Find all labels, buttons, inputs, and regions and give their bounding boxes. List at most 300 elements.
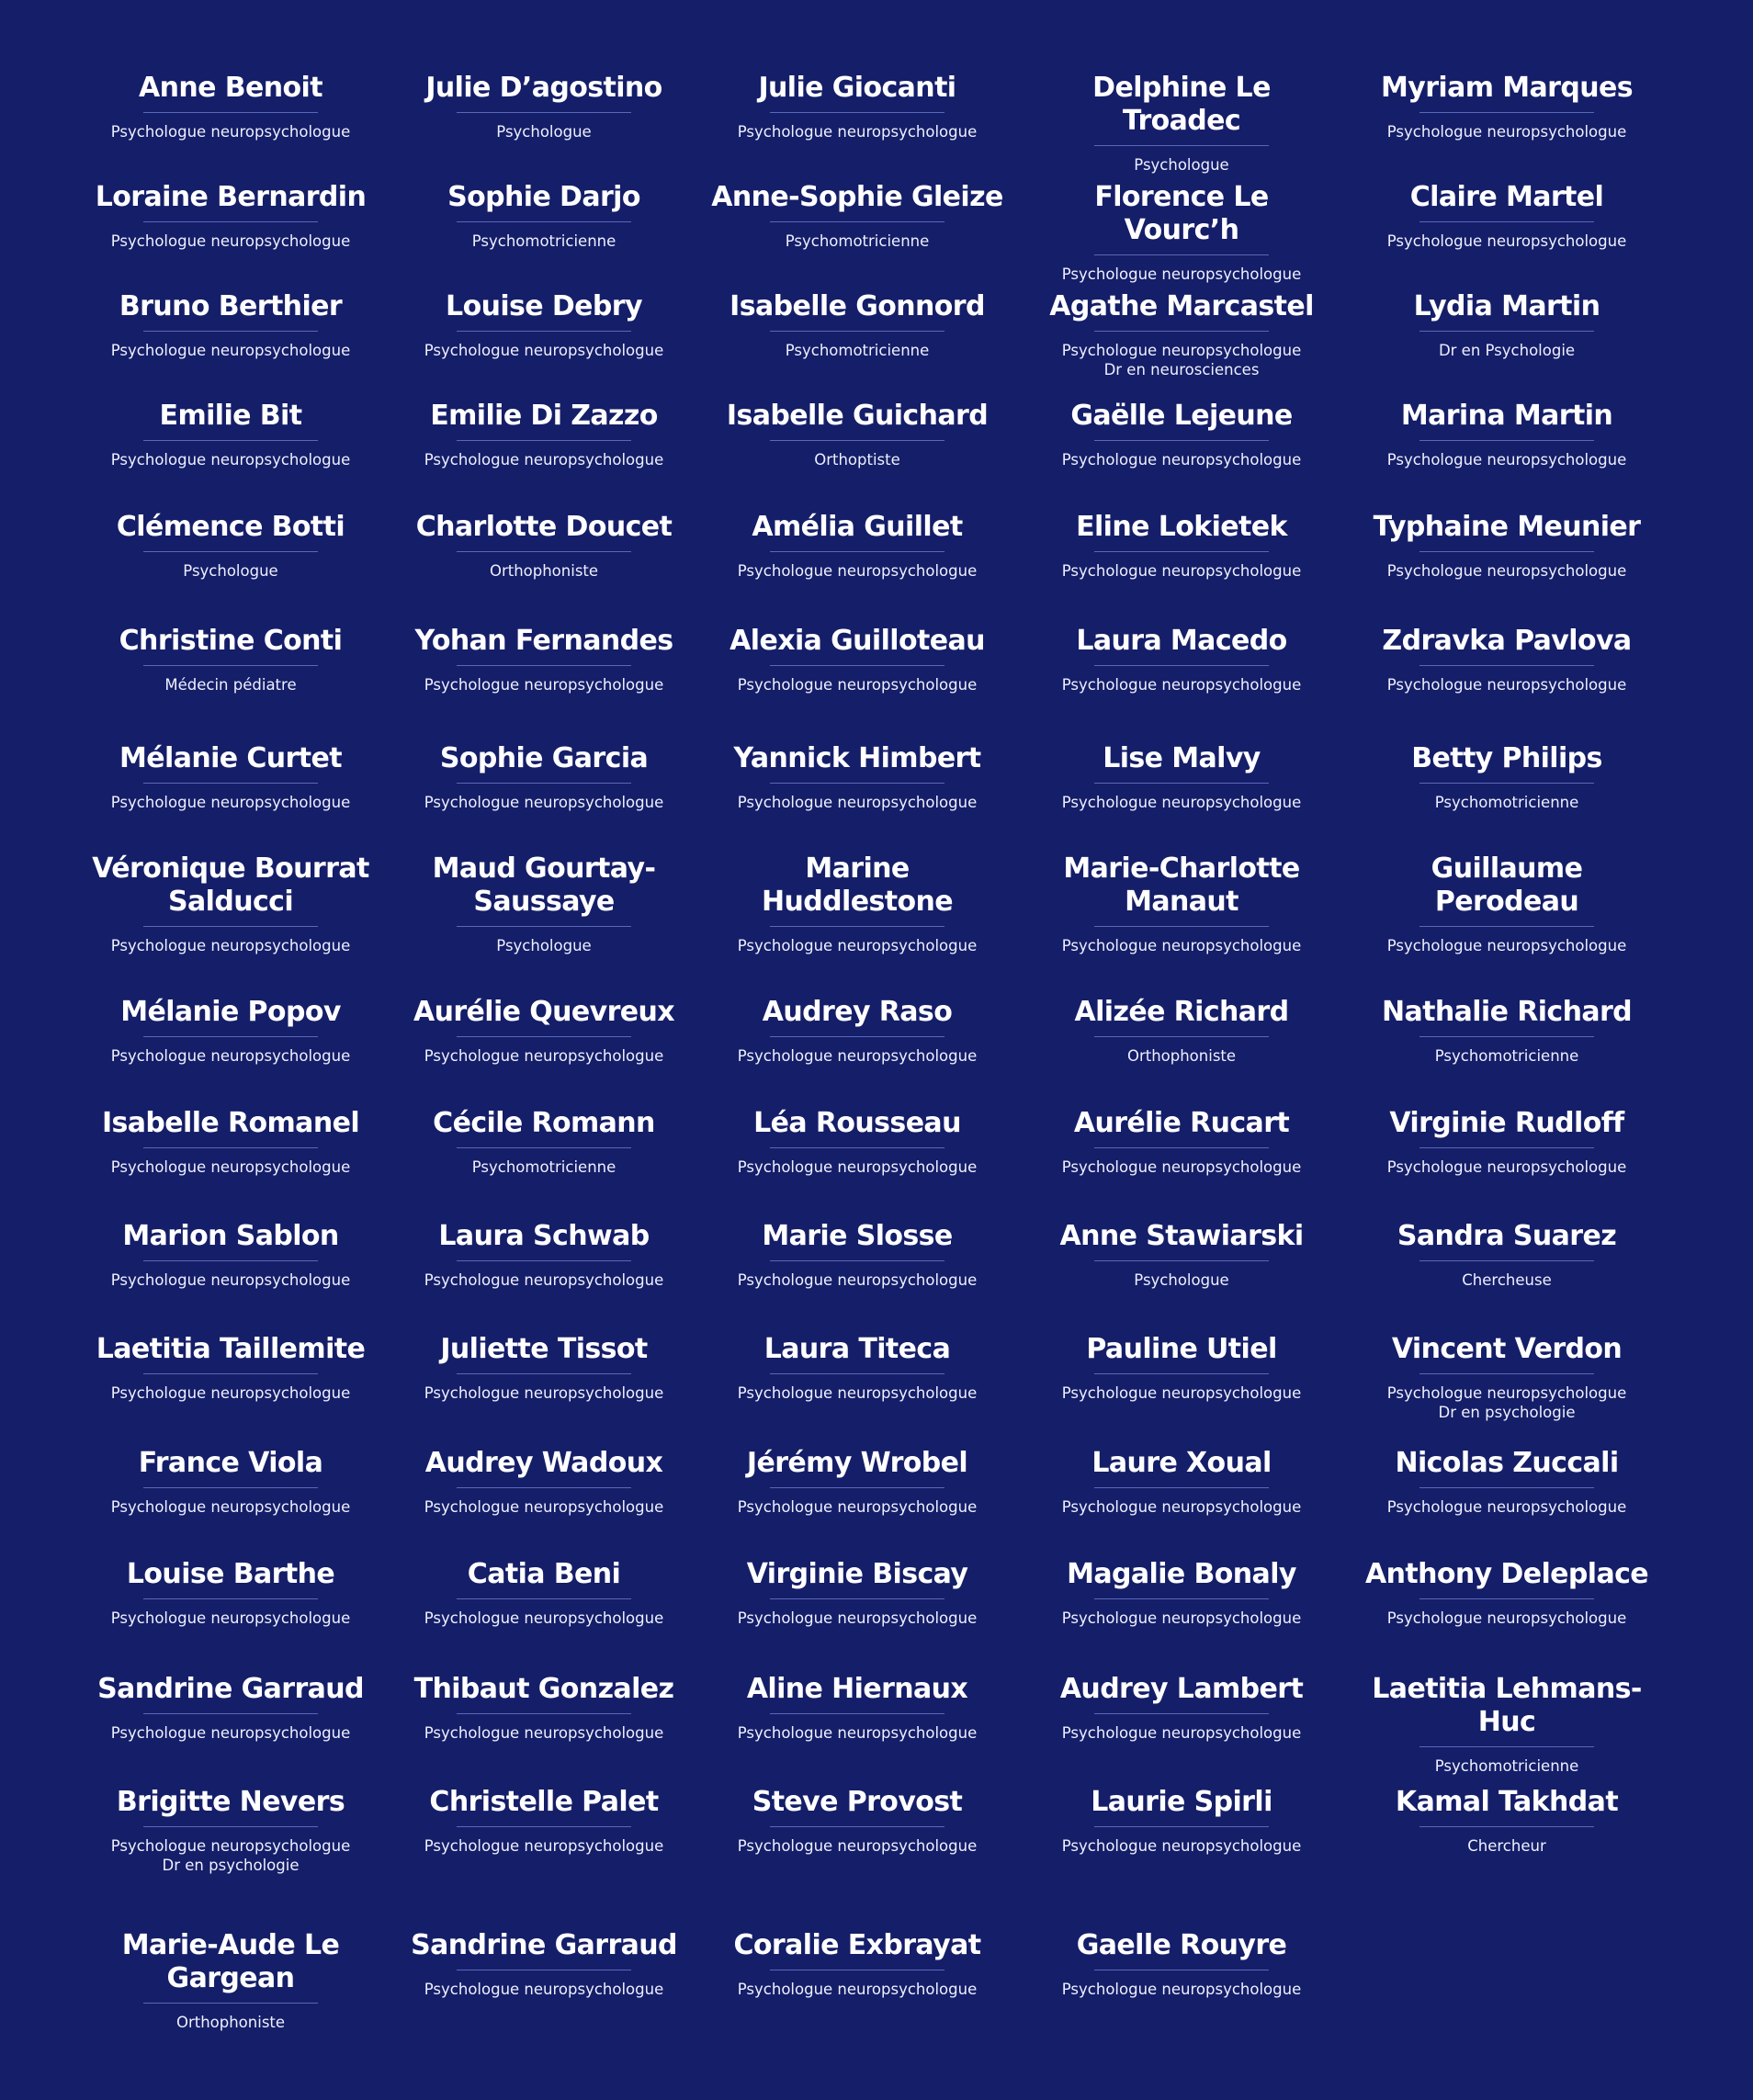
member-name: Brigitte Nevers — [116, 1786, 345, 1818]
name-divider — [1419, 440, 1594, 441]
member-name: Magalie Bonaly — [1067, 1558, 1296, 1590]
member-role: Psychologue neuropsychologue — [737, 562, 978, 580]
member-name: Louise Debry — [446, 290, 642, 322]
team-member-card — [710, 1786, 1004, 1856]
member-name: Loraine Bernardin — [95, 181, 367, 213]
name-divider — [457, 1147, 631, 1148]
team-member-card — [397, 625, 691, 694]
member-name: Léa Rousseau — [753, 1107, 961, 1139]
team-member-card — [710, 1107, 1004, 1177]
member-role: Psychologue neuropsychologue — [1061, 1609, 1302, 1627]
name-divider — [1094, 254, 1269, 255]
member-name: Aurélie Rucart — [1073, 1107, 1290, 1139]
name-divider — [770, 783, 944, 784]
team-member-card — [1360, 1333, 1654, 1422]
team-member-card — [84, 1333, 378, 1403]
member-role: Chercheuse — [1462, 1271, 1552, 1289]
member-name: Mélanie Curtet — [119, 742, 342, 774]
member-name: Emilie Bit — [159, 400, 302, 432]
team-member-card — [1360, 1447, 1654, 1517]
member-role: Psychologue neuropsychologue — [1061, 451, 1302, 469]
member-name: Laura Schwab — [438, 1220, 650, 1252]
member-name: Audrey Wadoux — [424, 1447, 663, 1479]
team-member-card — [84, 625, 378, 694]
member-role: Médecin pédiatre — [164, 676, 297, 694]
member-role: Psychologue neuropsychologue — [737, 676, 978, 694]
team-member-card — [710, 742, 1004, 812]
member-role: Psychomotricienne — [1434, 1757, 1579, 1775]
member-role: Psychologue neuropsychologue — [1061, 1498, 1302, 1516]
team-member-card — [397, 1786, 691, 1856]
team-member-card — [1360, 996, 1654, 1066]
member-role: Psychologue neuropsychologue — [424, 794, 664, 811]
member-role: Psychologue neuropsychologue — [110, 1384, 351, 1402]
team-member-card — [397, 1929, 691, 1999]
member-name: Yannick Himbert — [733, 742, 981, 774]
member-name: Virginie Rudloff — [1389, 1107, 1624, 1139]
name-divider — [457, 1598, 631, 1599]
member-name: Louise Barthe — [126, 1558, 335, 1590]
name-divider — [770, 1373, 944, 1374]
member-name: France Viola — [138, 1447, 323, 1479]
team-member-card — [710, 852, 1004, 955]
name-divider — [1419, 551, 1594, 552]
member-role: Psychologue neuropsychologue — [1061, 265, 1302, 283]
member-name: Aurélie Quevreux — [413, 996, 675, 1028]
team-member-card — [1360, 742, 1654, 812]
member-name: Kamal Takhdat — [1395, 1786, 1619, 1818]
name-divider — [1094, 1826, 1269, 1827]
member-role: Psychologue neuropsychologue — [1061, 676, 1302, 694]
name-divider — [143, 2003, 318, 2004]
team-member-card — [1360, 400, 1654, 469]
member-role: Psychologue neuropsychologue — [1061, 562, 1302, 580]
member-name: Steve Provost — [752, 1786, 963, 1818]
member-name: Marina Martin — [1400, 400, 1613, 432]
member-role: Psychologue neuropsychologue — [1386, 562, 1627, 580]
member-name: Véronique Bourrat Salducci — [92, 852, 369, 918]
team-member-card — [710, 1333, 1004, 1403]
team-member-card — [397, 400, 691, 469]
member-name: Christelle Palet — [429, 1786, 659, 1818]
name-divider — [770, 221, 944, 222]
member-name: Cécile Romann — [433, 1107, 655, 1139]
team-member-card — [1360, 1786, 1654, 1856]
team-member-card — [397, 996, 691, 1066]
member-role: Psychologue neuropsychologue — [1386, 676, 1627, 694]
member-name: Christine Conti — [119, 625, 343, 657]
member-role: Psychologue neuropsychologue — [424, 1609, 664, 1627]
team-member-card — [84, 852, 378, 955]
member-role: Psychologue neuropsychologue — [1061, 937, 1302, 954]
team-member-card — [710, 511, 1004, 581]
member-role: Psychologue neuropsychologue — [737, 1384, 978, 1402]
member-name: Lydia Martin — [1413, 290, 1600, 322]
member-role: Psychologue neuropsychologue Dr en psychologie — [110, 1837, 351, 1874]
team-member-card — [1360, 511, 1654, 581]
name-divider — [770, 112, 944, 113]
member-role: Psychologue neuropsychologue — [424, 1047, 664, 1065]
team-member-card — [1035, 511, 1329, 581]
member-role: Psychologue neuropsychologue — [1386, 232, 1627, 250]
member-role: Orthoptiste — [814, 451, 900, 469]
name-divider — [1094, 665, 1269, 666]
name-divider — [457, 551, 631, 552]
member-role: Psychologue neuropsychologue — [424, 1837, 664, 1855]
name-divider — [1419, 1373, 1594, 1374]
name-divider — [770, 551, 944, 552]
name-divider — [143, 1598, 318, 1599]
member-name: Coralie Exbrayat — [733, 1929, 981, 1961]
name-divider — [457, 783, 631, 784]
member-role: Psychologue neuropsychologue — [1386, 1158, 1627, 1176]
team-member-card — [1360, 852, 1654, 955]
member-name: Anne Stawiarski — [1059, 1220, 1304, 1252]
member-role: Psychomotricienne — [471, 232, 616, 250]
name-divider — [457, 440, 631, 441]
name-divider — [143, 551, 318, 552]
name-divider — [1419, 112, 1594, 113]
team-member-card — [710, 1673, 1004, 1743]
team-member-card — [84, 1447, 378, 1517]
member-role: Psychologue neuropsychologue — [110, 1047, 351, 1065]
team-member-card — [710, 1447, 1004, 1517]
name-divider — [1419, 1746, 1594, 1747]
member-name: Jérémy Wrobel — [746, 1447, 968, 1479]
member-role: Psychologue neuropsychologue — [110, 1609, 351, 1627]
member-name: Nathalie Richard — [1381, 996, 1633, 1028]
team-member-card — [1035, 1220, 1329, 1290]
member-name: Aline Hiernaux — [746, 1673, 968, 1705]
team-member-card — [1360, 625, 1654, 694]
name-divider — [1094, 1260, 1269, 1261]
name-divider — [457, 1036, 631, 1037]
member-name: Lise Malvy — [1103, 742, 1261, 774]
name-divider — [457, 1373, 631, 1374]
member-name: Sandrine Garraud — [411, 1929, 677, 1961]
member-name: Alexia Guilloteau — [729, 625, 985, 657]
member-role: Psychologue — [1134, 1271, 1229, 1289]
team-member-card — [84, 1558, 378, 1628]
name-divider — [143, 926, 318, 927]
member-role: Psychologue neuropsychologue — [110, 451, 351, 469]
name-divider — [143, 783, 318, 784]
name-divider — [143, 331, 318, 332]
team-member-card — [397, 1447, 691, 1517]
team-member-card — [84, 1673, 378, 1743]
member-role: Psychologue neuropsychologue — [110, 1271, 351, 1289]
member-name: Eline Lokietek — [1076, 511, 1287, 543]
name-divider — [1419, 1036, 1594, 1037]
member-name: Gaelle Rouyre — [1076, 1929, 1287, 1961]
team-member-card — [710, 290, 1004, 360]
member-name: Laetitia Taillemite — [96, 1333, 366, 1365]
member-name: Clémence Botti — [116, 511, 345, 543]
team-member-card — [1360, 290, 1654, 360]
name-divider — [1419, 1826, 1594, 1827]
member-name: Isabelle Romanel — [101, 1107, 360, 1139]
team-member-card — [1035, 1107, 1329, 1177]
team-member-card — [710, 72, 1004, 141]
team-member-card — [1035, 625, 1329, 694]
member-name: Isabelle Gonnord — [729, 290, 985, 322]
team-member-card — [397, 1220, 691, 1290]
member-name: Sandrine Garraud — [97, 1673, 364, 1705]
member-role: Psychologue neuropsychologue — [424, 1724, 664, 1742]
member-name: Zdravka Pavlova — [1382, 625, 1632, 657]
member-role: Psychologue neuropsychologue — [1386, 123, 1627, 141]
member-name: Marie-Aude Le Gargean — [121, 1929, 340, 1994]
member-name: Julie D’agostino — [425, 72, 662, 104]
name-divider — [1094, 1487, 1269, 1488]
member-role: Psychologue neuropsychologue — [1061, 1724, 1302, 1742]
member-role: Psychologue neuropsychologue — [737, 937, 978, 954]
team-member-card — [84, 996, 378, 1066]
name-divider — [143, 440, 318, 441]
team-member-card — [1360, 181, 1654, 251]
member-role: Chercheur — [1467, 1837, 1546, 1855]
team-member-card — [710, 400, 1004, 469]
member-name: Laure Xoual — [1091, 1447, 1272, 1479]
member-name: Juliette Tissot — [440, 1333, 648, 1365]
name-divider — [1419, 1260, 1594, 1261]
member-role: Psychologue neuropsychologue — [737, 1609, 978, 1627]
member-role: Psychologue neuropsychologue — [737, 1981, 978, 1998]
member-name: Claire Martel — [1409, 181, 1604, 213]
member-name: Myriam Marques — [1381, 72, 1633, 104]
member-name: Florence Le Vourc’h — [1094, 181, 1269, 246]
member-role: Psychologue neuropsychologue — [737, 1158, 978, 1176]
member-name: Mélanie Popov — [120, 996, 341, 1028]
member-role: Psychologue neuropsychologue — [110, 1158, 351, 1176]
name-divider — [1094, 1373, 1269, 1374]
member-role: Psychologue neuropsychologue — [737, 1047, 978, 1065]
member-name: Typhaine Meunier — [1373, 511, 1641, 543]
name-divider — [770, 331, 944, 332]
member-role: Psychologue neuropsychologue — [424, 1271, 664, 1289]
name-divider — [457, 926, 631, 927]
team-member-card — [1360, 72, 1654, 141]
member-name: Alizée Richard — [1074, 996, 1289, 1028]
member-name: Laetitia Lehmans-Huc — [1372, 1673, 1642, 1738]
member-name: Sophie Darjo — [447, 181, 640, 213]
member-name: Audrey Lambert — [1059, 1673, 1304, 1705]
member-name: Emilie Di Zazzo — [430, 400, 658, 432]
member-role: Psychologue neuropsychologue — [737, 794, 978, 811]
team-member-card — [1035, 852, 1329, 955]
member-name: Charlotte Doucet — [415, 511, 673, 543]
member-name: Sophie Garcia — [439, 742, 649, 774]
team-member-card — [84, 72, 378, 141]
member-role: Psychomotricienne — [471, 1158, 616, 1176]
team-member-card — [1035, 72, 1329, 175]
member-role: Psychologue neuropsychologue — [110, 794, 351, 811]
member-name: Marine Huddlestone — [762, 852, 953, 918]
name-divider — [457, 1260, 631, 1261]
team-member-card — [1035, 1929, 1329, 1999]
member-role: Psychologue neuropsychologue — [737, 1271, 978, 1289]
team-member-card — [397, 511, 691, 581]
name-divider — [1419, 926, 1594, 927]
name-divider — [1094, 783, 1269, 784]
team-member-card — [84, 1786, 378, 1875]
member-role: Psychologue neuropsychologue — [110, 123, 351, 141]
team-member-card — [1360, 1558, 1654, 1628]
member-name: Maud Gourtay- Saussaye — [432, 852, 656, 918]
team-member-card — [397, 1107, 691, 1177]
member-name: Amélia Guillet — [752, 511, 963, 543]
member-role: Psychologue — [496, 937, 592, 954]
team-member-card — [84, 181, 378, 251]
member-name: Bruno Berthier — [119, 290, 343, 322]
member-role: Psychologue neuropsychologue — [737, 1724, 978, 1742]
team-member-card — [710, 1929, 1004, 1999]
team-member-card — [84, 1107, 378, 1177]
member-name: Delphine Le Troadec — [1092, 72, 1271, 137]
member-name: Marie-Charlotte Manaut — [1063, 852, 1300, 918]
member-role: Psychologue neuropsychologue — [1386, 937, 1627, 954]
name-divider — [143, 221, 318, 222]
name-divider — [1094, 440, 1269, 441]
member-name: Julie Giocanti — [758, 72, 956, 104]
name-divider — [143, 1487, 318, 1488]
name-divider — [770, 440, 944, 441]
name-divider — [143, 1713, 318, 1714]
team-member-card — [84, 511, 378, 581]
member-role: Orthophoniste — [1126, 1047, 1237, 1065]
name-divider — [1094, 145, 1269, 146]
name-divider — [143, 1373, 318, 1374]
name-divider — [770, 1036, 944, 1037]
member-role: Psychologue neuropsychologue — [110, 937, 351, 954]
member-role: Psychologue neuropsychologue — [737, 1498, 978, 1516]
member-name: Thibaut Gonzalez — [413, 1673, 674, 1705]
member-role: Psychologue neuropsychologue — [110, 342, 351, 359]
name-divider — [1419, 221, 1594, 222]
name-divider — [1419, 783, 1594, 784]
member-name: Nicolas Zuccali — [1395, 1447, 1619, 1479]
member-role: Psychologue neuropsychologue — [424, 451, 664, 469]
member-role: Psychologue — [496, 123, 592, 141]
name-divider — [457, 112, 631, 113]
name-divider — [1094, 1147, 1269, 1148]
team-member-card — [1360, 1673, 1654, 1776]
team-member-card — [84, 400, 378, 469]
member-role: Psychologue neuropsychologue — [1061, 794, 1302, 811]
member-name: Anthony Deleplace — [1364, 1558, 1649, 1590]
team-member-card — [1035, 996, 1329, 1066]
name-divider — [143, 112, 318, 113]
member-role: Psychologue neuropsychologue — [1061, 1158, 1302, 1176]
name-divider — [1094, 1036, 1269, 1037]
team-member-card — [1035, 742, 1329, 812]
name-divider — [1094, 331, 1269, 332]
member-role: Psychologue neuropsychologue — [110, 232, 351, 250]
team-member-card — [710, 1558, 1004, 1628]
member-role: Psychologue neuropsychologue — [737, 123, 978, 141]
team-member-card — [710, 625, 1004, 694]
member-role: Psychologue neuropsychologue — [424, 676, 664, 694]
name-divider — [457, 1826, 631, 1827]
name-divider — [770, 1487, 944, 1488]
member-role: Psychologue neuropsychologue — [110, 1498, 351, 1516]
member-role: Psychologue neuropsychologue — [737, 1837, 978, 1855]
team-member-card — [397, 72, 691, 141]
member-name: Agathe Marcastel — [1049, 290, 1314, 322]
member-role: Dr en Psychologie — [1438, 342, 1576, 359]
team-member-card — [710, 181, 1004, 251]
team-member-card — [1035, 290, 1329, 379]
member-name: Marie Slosse — [762, 1220, 953, 1252]
name-divider — [457, 665, 631, 666]
team-member-card — [1035, 181, 1329, 284]
name-divider — [1094, 551, 1269, 552]
team-member-card — [397, 1558, 691, 1628]
team-member-card — [1035, 1558, 1329, 1628]
member-name: Virginie Biscay — [746, 1558, 968, 1590]
team-member-card — [1035, 1333, 1329, 1403]
member-role: Psychomotricienne — [785, 342, 930, 359]
name-divider — [770, 1826, 944, 1827]
member-role: Psychologue neuropsychologue Dr en neurosciences — [1061, 342, 1302, 378]
name-divider — [143, 1147, 318, 1148]
member-name: Isabelle Guichard — [726, 400, 989, 432]
member-role: Orthophoniste — [489, 562, 599, 580]
member-name: Pauline Utiel — [1086, 1333, 1277, 1365]
member-role: Psychologue neuropsychologue — [1061, 1384, 1302, 1402]
member-role: Psychomotricienne — [785, 232, 930, 250]
member-name: Marion Sablon — [122, 1220, 339, 1252]
member-role: Psychologue neuropsychologue — [424, 1498, 664, 1516]
name-divider — [770, 926, 944, 927]
member-name: Sandra Suarez — [1397, 1220, 1617, 1252]
member-role: Psychologue neuropsychologue — [1386, 451, 1627, 469]
member-name: Guillaume Perodeau — [1431, 852, 1583, 918]
name-divider — [770, 1147, 944, 1148]
name-divider — [1094, 1713, 1269, 1714]
member-name: Laura Macedo — [1076, 625, 1287, 657]
name-divider — [457, 1713, 631, 1714]
member-role: Psychologue neuropsychologue — [1386, 1498, 1627, 1516]
member-role: Psychologue neuropsychologue — [1061, 1837, 1302, 1855]
name-divider — [1419, 1598, 1594, 1599]
member-name: Vincent Verdon — [1391, 1333, 1623, 1365]
member-role: Psychologue neuropsychologue — [110, 1724, 351, 1742]
team-member-card — [84, 742, 378, 812]
name-divider — [1419, 665, 1594, 666]
member-role: Psychologue neuropsychologue — [424, 1384, 664, 1402]
member-name: Anne Benoit — [139, 72, 322, 104]
member-role: Psychologue neuropsychologue — [424, 1981, 664, 1998]
team-member-card — [397, 1333, 691, 1403]
team-member-card — [397, 181, 691, 251]
name-divider — [1419, 331, 1594, 332]
team-member-card — [397, 290, 691, 360]
team-member-card — [1035, 1447, 1329, 1517]
member-role: Psychologue neuropsychologue — [1386, 1609, 1627, 1627]
name-divider — [457, 221, 631, 222]
name-divider — [1419, 1147, 1594, 1148]
team-member-card — [397, 1673, 691, 1743]
name-divider — [457, 331, 631, 332]
team-member-card — [397, 852, 691, 955]
member-role: Psychologue neuropsychologue — [424, 342, 664, 359]
member-name: Catia Beni — [467, 1558, 621, 1590]
name-divider — [143, 1036, 318, 1037]
member-role: Psychomotricienne — [1434, 794, 1579, 811]
team-member-card — [1035, 1786, 1329, 1856]
name-divider — [143, 665, 318, 666]
